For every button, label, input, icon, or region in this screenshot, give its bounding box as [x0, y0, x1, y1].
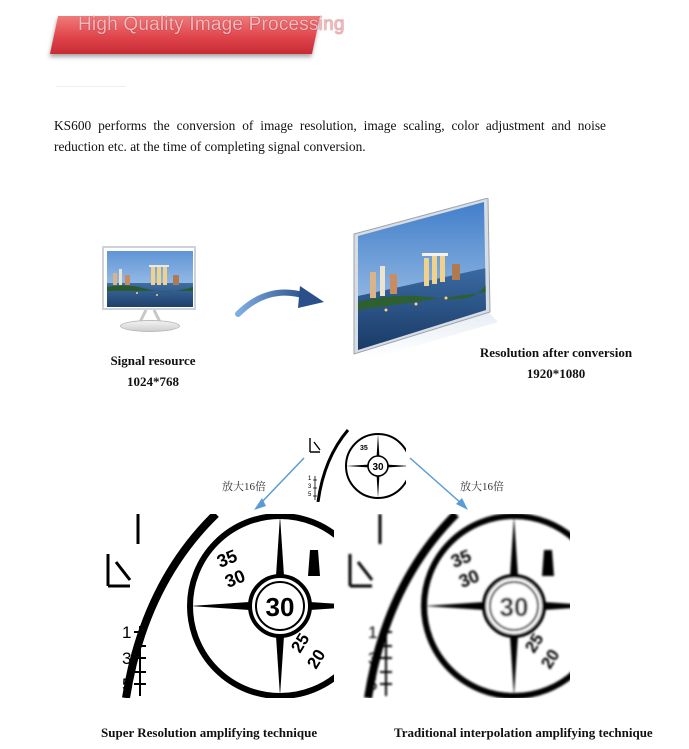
target-resolution: 1920*1080 — [526, 366, 586, 381]
interpolation-caption: Traditional interpolation amplifying technique — [394, 725, 653, 740]
chart-number: 35 — [214, 545, 241, 572]
chart-number: 25 — [287, 630, 314, 657]
scale-number: 3 — [122, 649, 132, 668]
target-label: Resolution after conversion — [479, 345, 633, 360]
scale-number: 5 — [308, 492, 312, 498]
chart-number-center: 30 — [372, 462, 384, 473]
zoom-arrows — [240, 440, 480, 518]
scale-number: 1 — [308, 476, 312, 482]
curved-arrow-icon — [234, 280, 328, 320]
source-resolution: 1024*768 — [127, 374, 179, 389]
zoom-label-right: 放大16倍 — [460, 481, 504, 493]
chart-number: 30 — [456, 565, 483, 592]
scale-number: 3 — [368, 649, 378, 668]
chart-number: 25 — [521, 630, 548, 657]
chart-number: 20 — [303, 646, 330, 673]
chart-number-center: 30 — [265, 592, 295, 622]
chart-number: 20 — [537, 646, 564, 673]
super-resolution-caption: Super Resolution amplifying technique — [101, 725, 318, 740]
intro-paragraph: KS600 performs the conversion of image resolution, image scaling, color adjustment and noise reduction etc. at the time of completing signal conversion. — [54, 118, 606, 154]
chart-number: 35 — [448, 545, 475, 572]
scale-number: 1 — [368, 623, 378, 642]
scale-number: 5 — [368, 675, 378, 694]
interpolation-chart — [346, 514, 570, 698]
divider — [56, 86, 126, 87]
page-title: High Quality Image Processing — [78, 14, 345, 35]
converted-display-image — [346, 198, 498, 358]
source-label: Signal resource — [110, 353, 196, 368]
scale-number: 1 — [122, 623, 132, 642]
city-skyline-thumbnail — [107, 251, 193, 307]
super-resolution-chart — [104, 514, 334, 698]
chart-number: 35 — [360, 445, 368, 452]
scale-number: 5 — [122, 675, 132, 694]
chart-number: 30 — [222, 565, 249, 592]
monitor-stand — [120, 320, 180, 332]
zoom-label-left: 放大16倍 — [222, 481, 266, 493]
scale-number: 3 — [308, 484, 312, 490]
chart-number-center: 30 — [499, 592, 529, 622]
source-monitor-image — [102, 246, 198, 334]
header-banner — [54, 8, 345, 60]
